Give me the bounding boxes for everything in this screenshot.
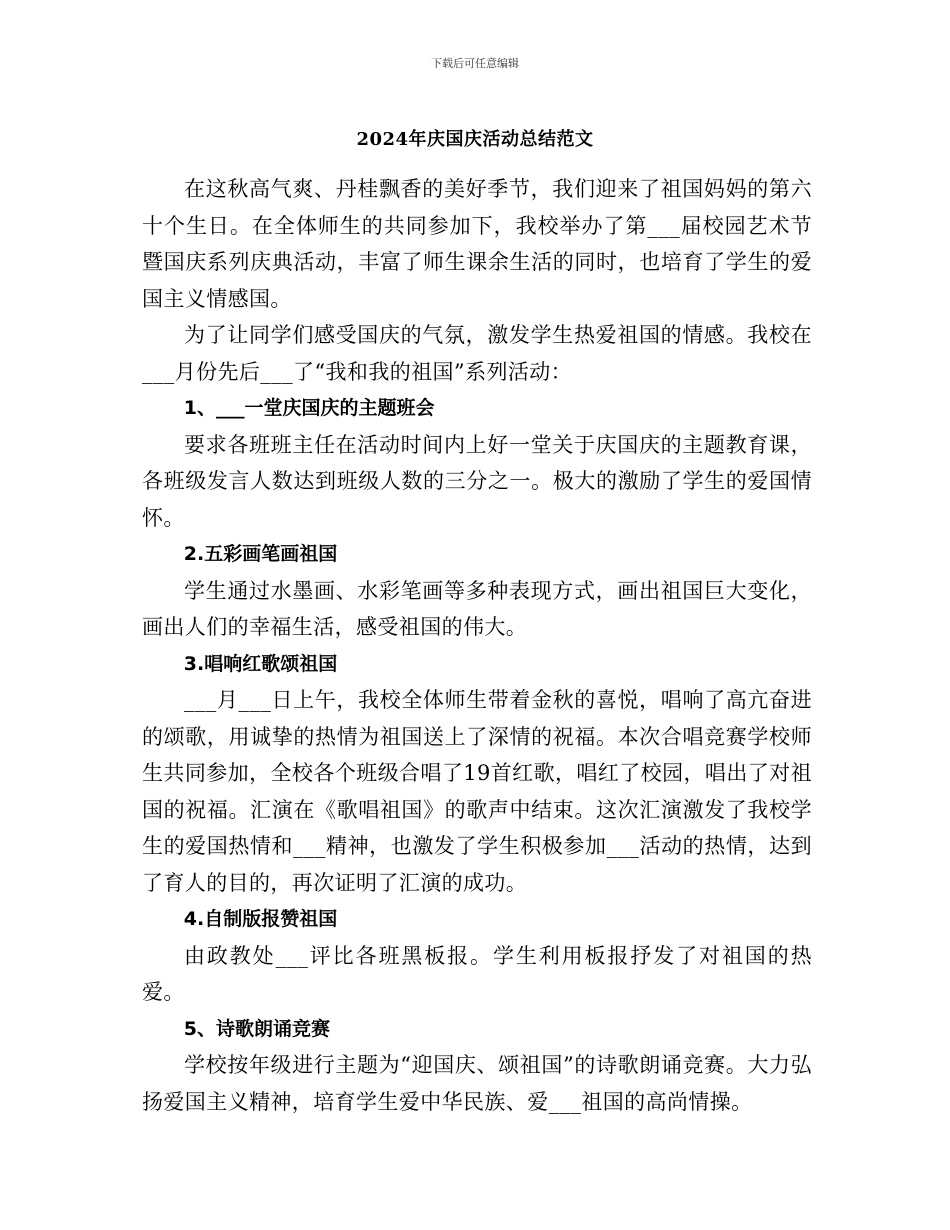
intro-paragraph: 在这秋高气爽、丹桂飘香的美好季节，我们迎来了祖国妈妈的第六十个生日。在全体师生的共同参加下，我校举办了第___届校园艺术节暨国庆系列庆典活动，丰富了师生课余生活的同时，也培育了学生的爱国主义情感国。: [142, 177, 812, 311]
section-paragraph-3: ___月___日上午，我校全体师生带着金秋的喜悦，唱响了高亢奋进的颂歌，用诚挚的热情为祖国送上了深情的祝福。本次合唱竞赛学校师生共同参加，全校各个班级合唱了19首红歌，唱红了校园，唱出了对祖国的祝福。汇演在《歌唱祖国》的歌声中结束。这次汇演激发了我校学生的爱国热情和___精神，也激发了学生积极参加___活动的热情，达到了育人的目的，再次证明了汇演的成功。: [142, 688, 812, 895]
section-heading-2: 2.五彩画笔画祖国: [183, 543, 338, 565]
header-note: 下载后可任意编辑: [431, 57, 519, 70]
section-heading-4: 4.自制版报赞祖国: [183, 908, 338, 930]
document-body: [142, 171, 812, 1120]
section-paragraph-1: 要求各班班主任在活动时间内上好一堂关于庆国庆的主题教育课，各班级发言人数达到班级人数的三分之一。极大的激励了学生的爱国情怀。: [142, 432, 812, 530]
section-heading-3: 3.唱响红歌颂祖国: [183, 652, 338, 675]
section-paragraph-5: 学校按年级进行主题为“迎国庆、颂祖国”的诗歌朗诵竞赛。大力弘扬爱国主义精神，培育学生爱中华民族、爱___祖国的高尚情操。: [142, 1053, 812, 1114]
section-heading-1: 1、___一堂庆国庆的主题班会: [183, 397, 435, 419]
section-paragraph-4: 由政教处___评比各班黑板报。学生利用板报抒发了对祖国的热爱。: [142, 943, 812, 1004]
document-title: 2024年庆国庆活动总结范文: [356, 129, 594, 150]
section-heading-5: 5、诗歌朗诵竞赛: [183, 1017, 331, 1040]
activity-intro-paragraph: 为了让同学们感受国庆的气氛，激发学生热爱祖国的情感。我校在___月份先后___了“我和我的祖国”系列活动：: [142, 323, 812, 384]
section-paragraph-2: 学生通过水墨画、水彩笔画等多种表现方式，画出祖国巨大变化，画出人们的幸福生活，感受祖国的伟大。: [142, 578, 812, 639]
